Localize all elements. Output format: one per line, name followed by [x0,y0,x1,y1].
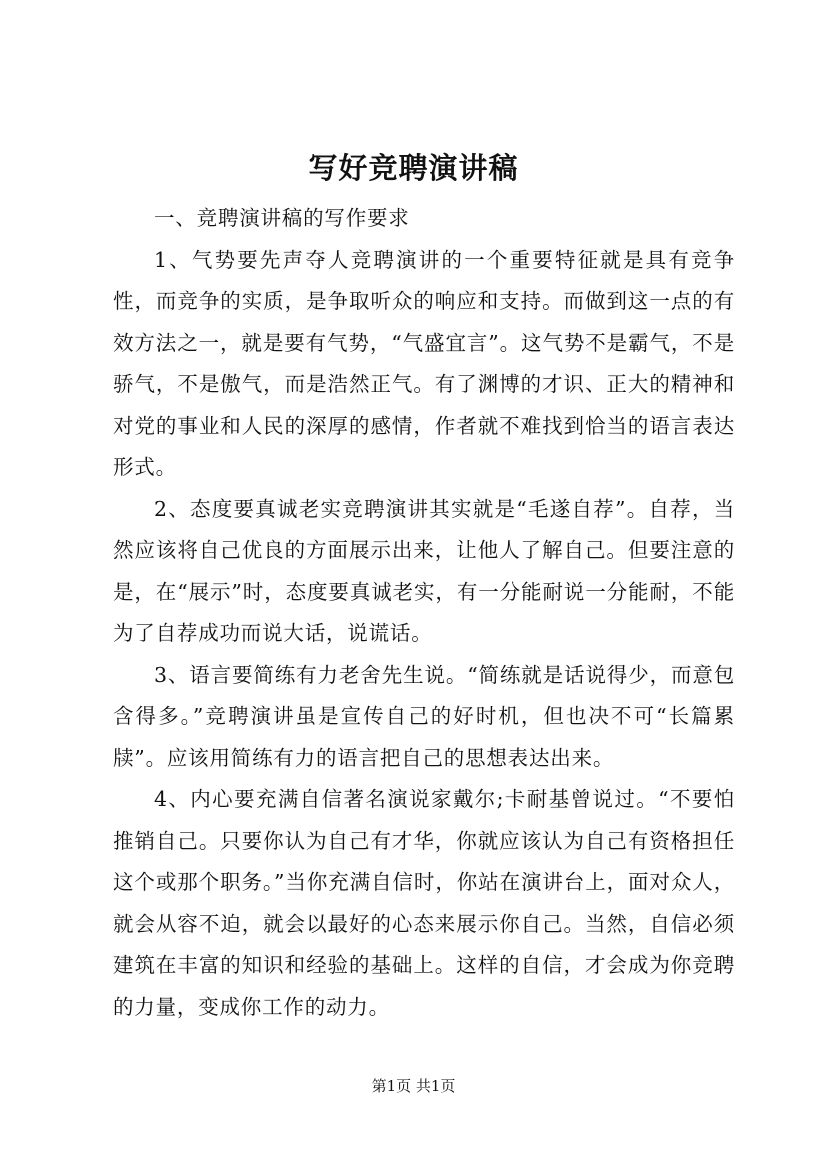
paragraph-language: 3、语言要简练有力老舍先生说。“简练就是话说得少，而意包含得多。”竞聘演讲虽是宣传自己的好时机，但也决不可“长篇累牍”。应该用简练有力的语言把自己的思想表达出来。 [113,662,735,770]
paragraph-attitude: 2、态度要真诚老实竞聘演讲其实就是“毛遂自荐”。自荐，当然应该将自己优良的方面展示出来，让他人了解自己。但要注意的是，在“展示”时，态度要真诚老实，有一分能耐说一分能耐，不能为了自荐成功而说大话，说谎话。 [113,496,735,645]
page-footer: 第1页 共1页 [371,1077,456,1095]
document-body [113,198,735,1028]
document-title: 写好竞聘演讲稿 [308,151,519,185]
section-heading: 一、竞聘演讲稿的写作要求 [154,206,410,230]
paragraph-confidence: 4、内心要充满自信著名演说家戴尔;卡耐基曾说过。“不要怕推销自己。只要你认为自己有才华，你就应该认为自己有资格担任这个或那个职务。”当你充满自信时，你站在演讲台上，面对众人，就会从容不迫，就会以最好的心态来展示你自己。当然，自信必须建筑在丰富的知识和经验的基础上。这样的自信，才会成为你竞聘的力量，变成你工作的动力。 [113,787,735,1019]
paragraph-momentum: 1、气势要先声夺人竞聘演讲的一个重要特征就是具有竞争性，而竞争的实质，是争取听众的响应和支持。而做到这一点的有效方法之一，就是要有气势，“气盛宜言”。这气势不是霸气，不是骄气，不是傲气，而是浩然正气。有了渊博的才识、正大的精神和对党的事业和人民的深厚的感情，作者就不难找到恰当的语言表达形式。 [113,247,735,479]
